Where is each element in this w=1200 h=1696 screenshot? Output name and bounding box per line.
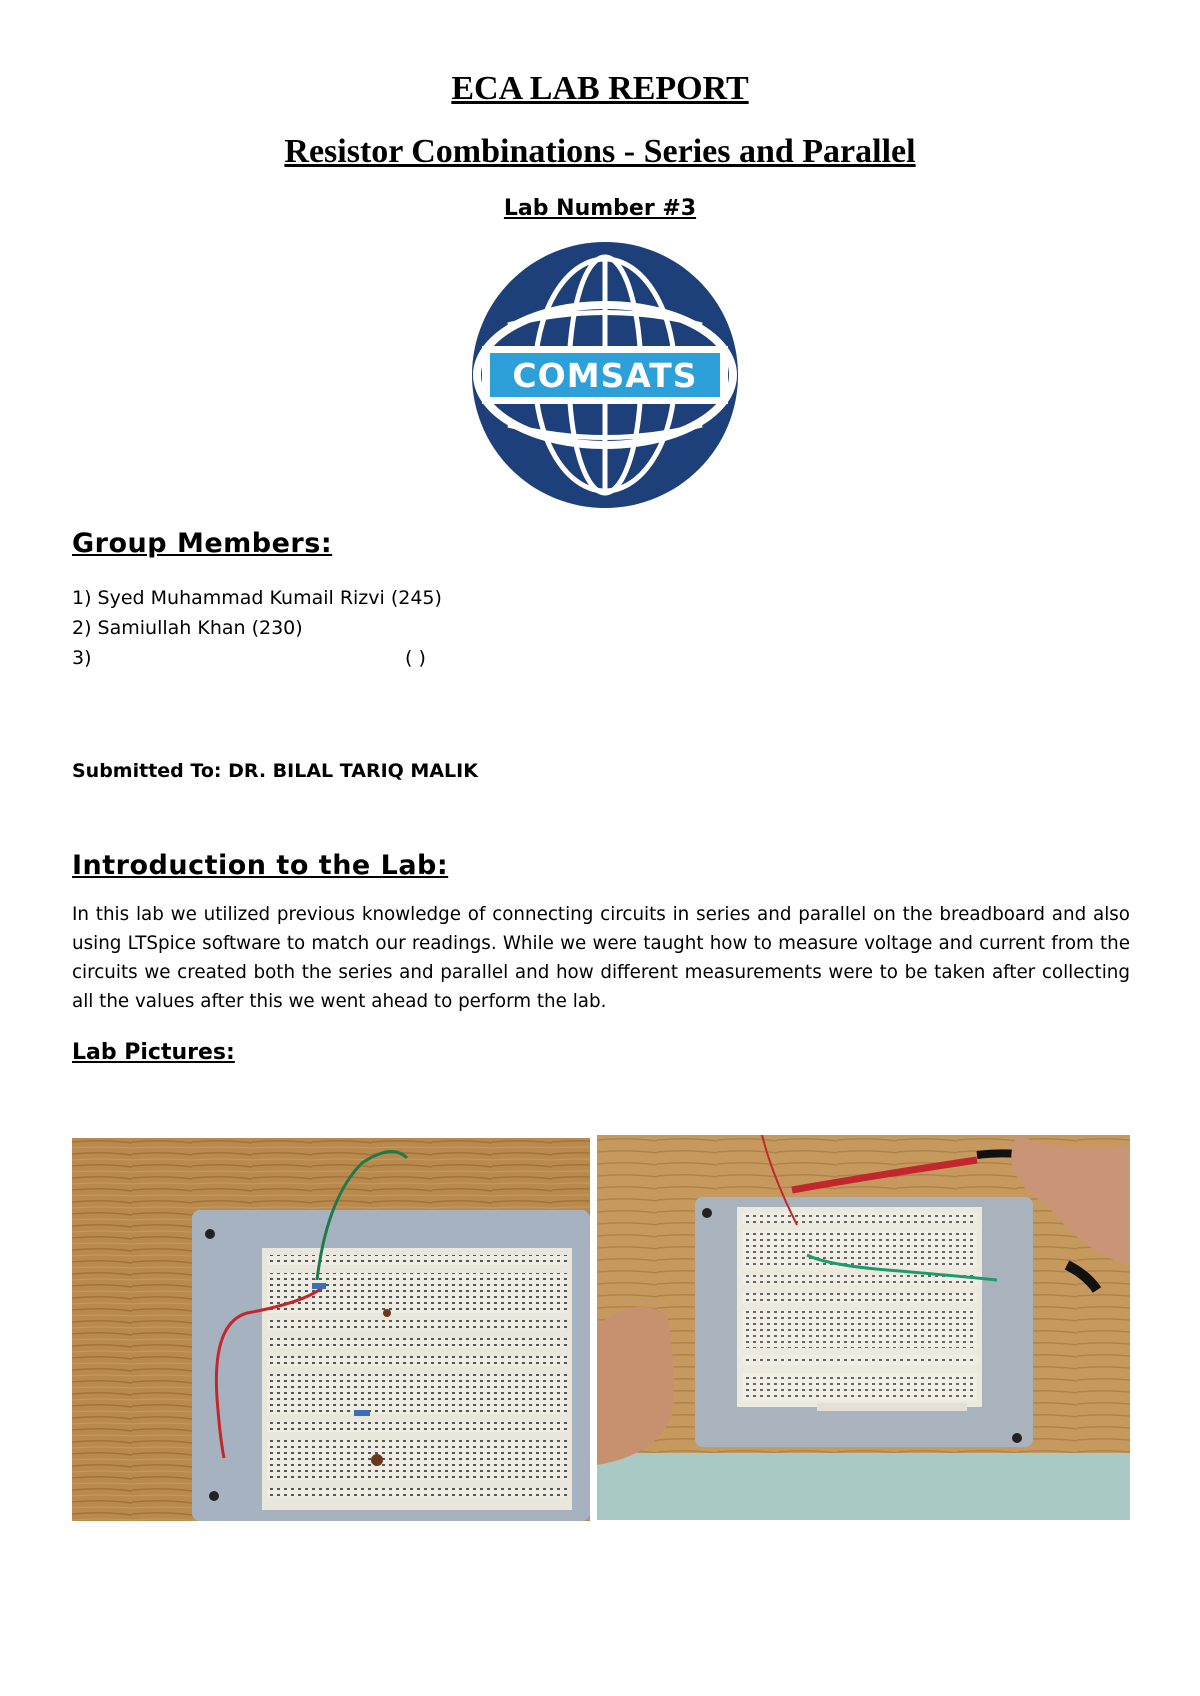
lab-photo-breadboard-1 xyxy=(72,1138,590,1521)
report-title: ECA LAB REPORT xyxy=(451,70,749,107)
comsats-logo xyxy=(470,240,740,510)
list-item xyxy=(72,583,492,613)
logo-text: COMSATS xyxy=(512,356,698,395)
report-subtitle: Resistor Combinations - Series and Parallel xyxy=(284,133,916,170)
member-label: 1) Syed Muhammad Kumail Rizvi (245) xyxy=(72,587,442,609)
submitted-to: Submitted To: DR. BILAL TARIQ MALIK xyxy=(72,760,478,782)
member-list xyxy=(72,583,492,673)
group-members-heading: Group Members: xyxy=(72,528,333,559)
introduction-heading: Introduction to the Lab: xyxy=(72,850,449,881)
introduction-body: In this lab we utilized previous knowledge of connecting circuits in series and parallel on the breadboard and also using LTSpice software to match our readings. While we were taught how to measure voltage and current from the circuits we created both the series and parallel and how different measurements were to be taken after collecting all the values after this we went ahead to perform the lab. xyxy=(72,904,1130,1012)
lab-number: Lab Number #3 xyxy=(503,196,697,221)
lab-pictures-heading: Lab Pictures: xyxy=(72,1040,235,1065)
member-label: 3) xyxy=(72,647,92,669)
lab-photo-breadboard-2 xyxy=(597,1135,1130,1520)
list-item xyxy=(72,643,492,673)
member-id-paren: ( ) xyxy=(405,647,426,669)
list-item xyxy=(72,613,492,643)
member-label: 2) Samiullah Khan (230) xyxy=(72,617,303,639)
